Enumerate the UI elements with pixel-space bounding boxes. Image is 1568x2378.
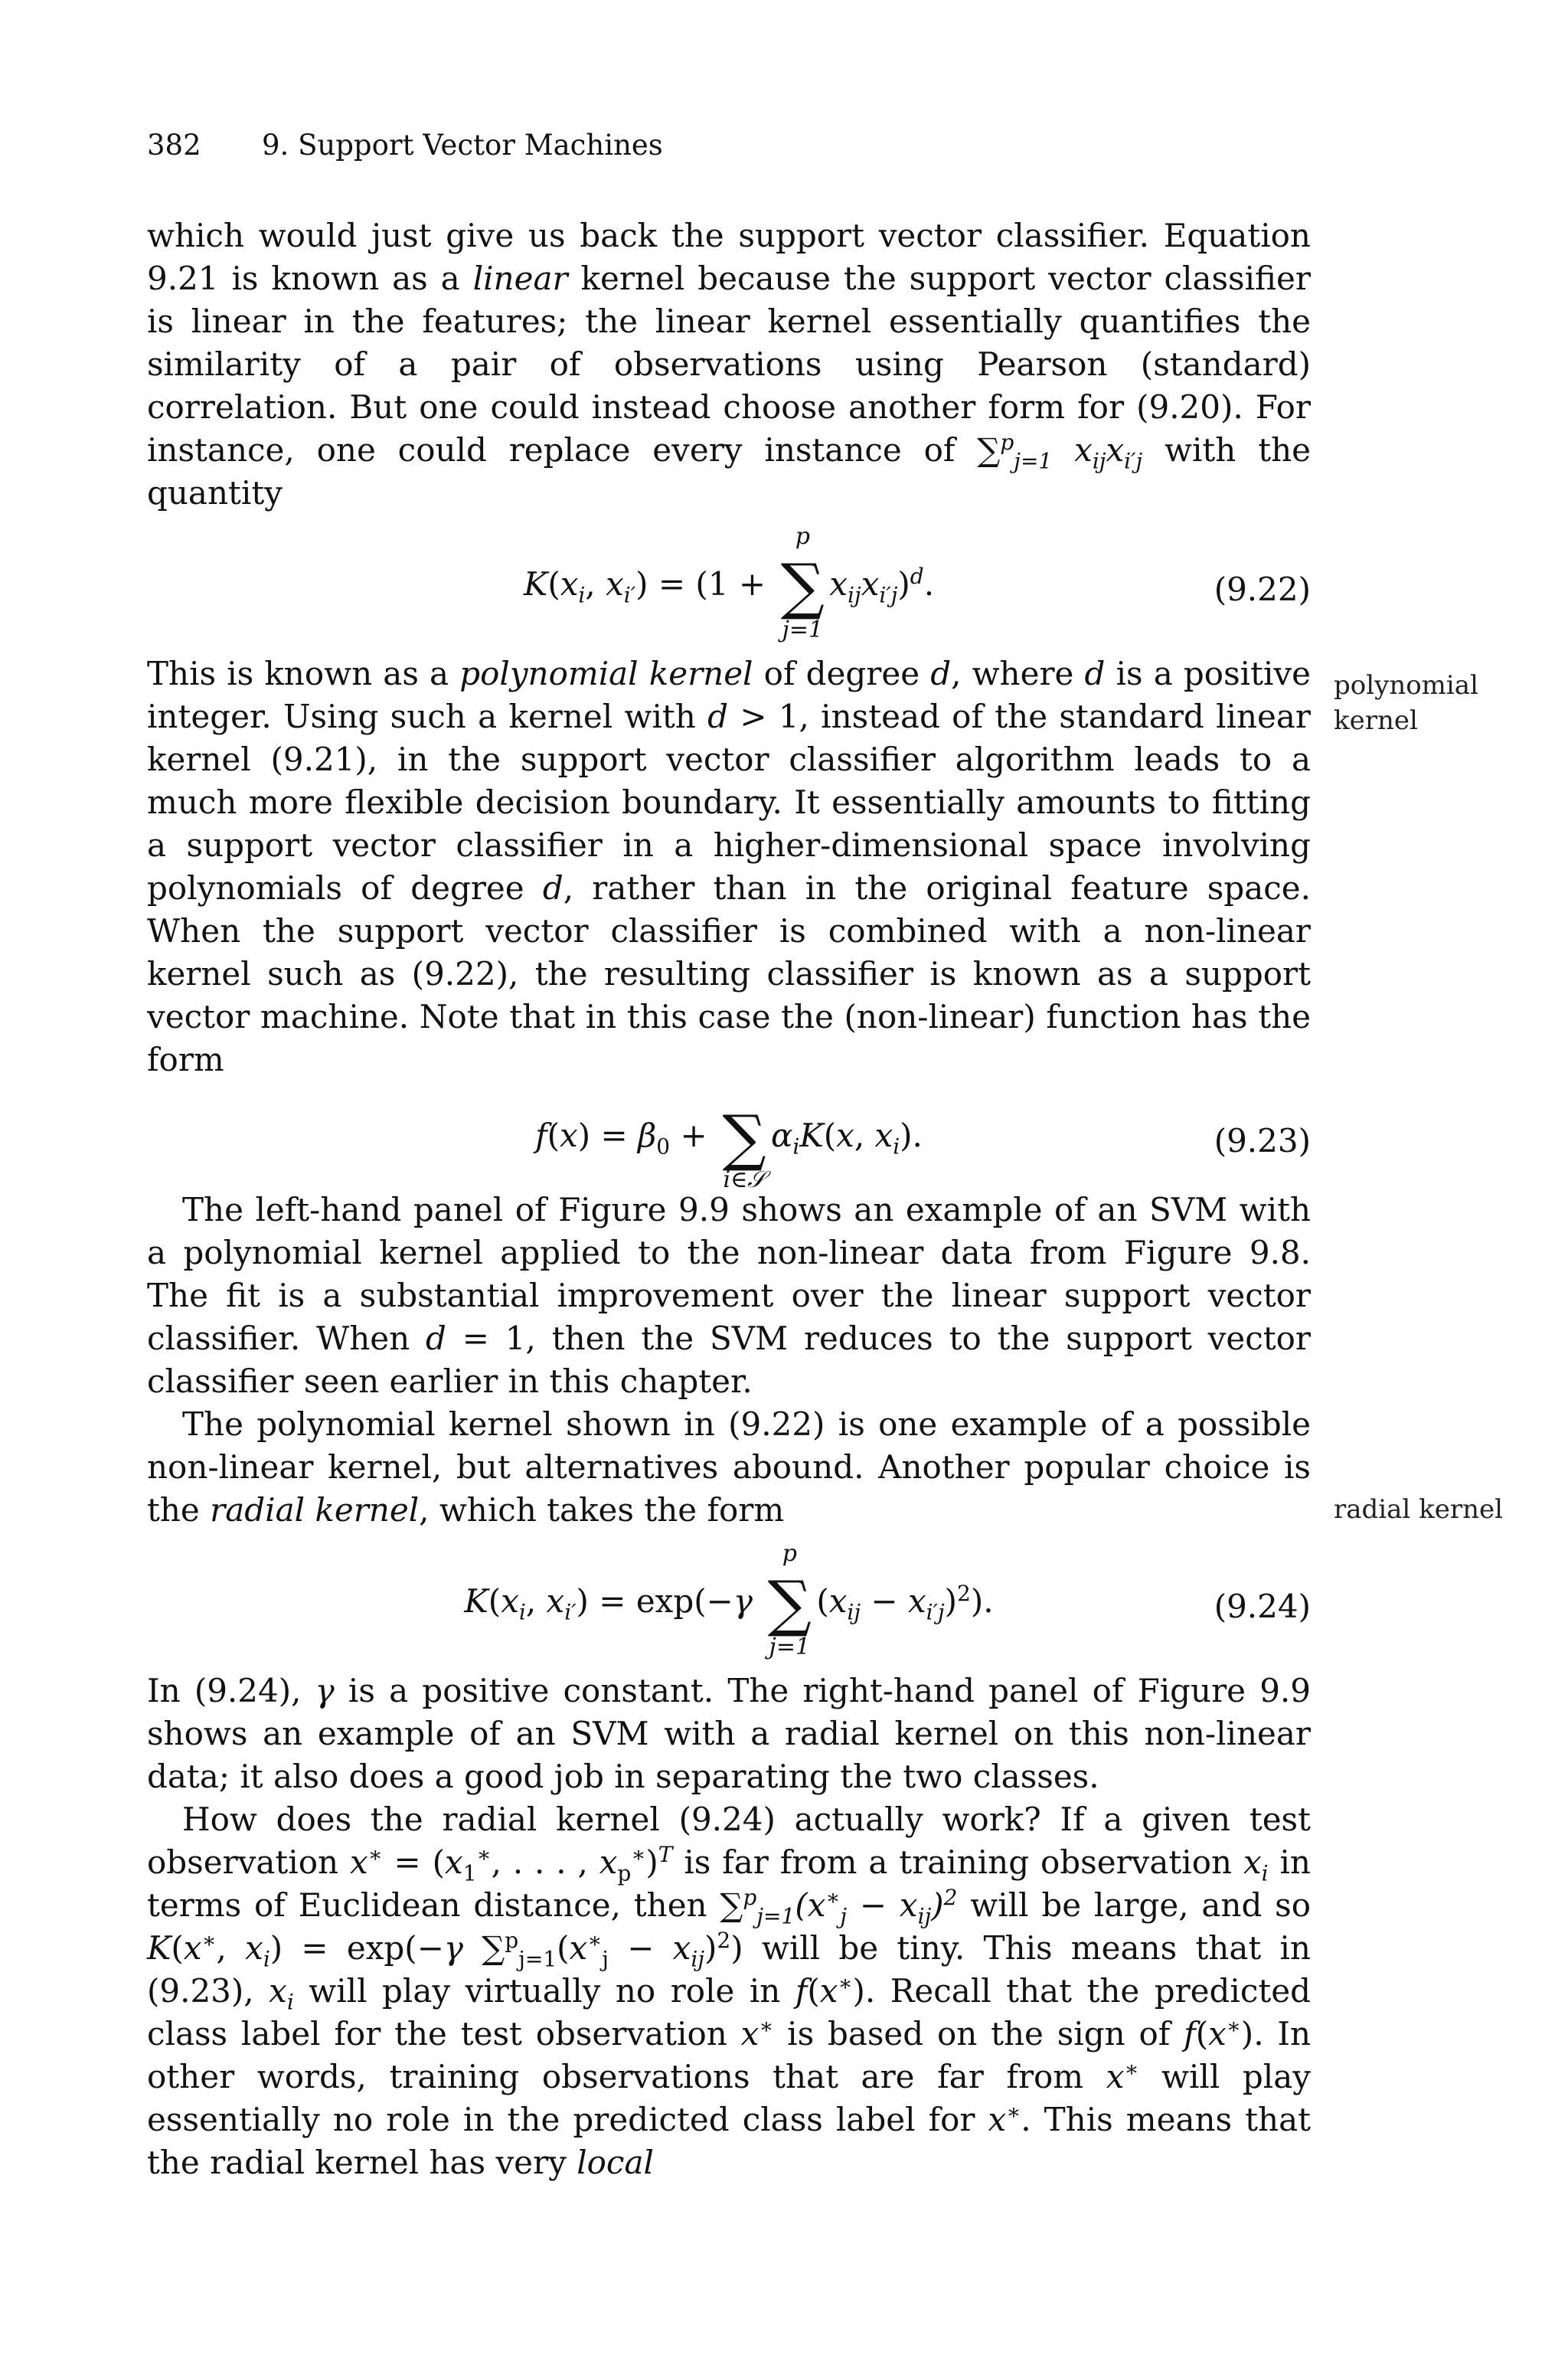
equation-number: (9.23) — [1214, 1122, 1311, 1160]
paragraph-5: In (9.24), γ is a positive constant. The right-hand panel of Figure 9.9 shows an example of an SVM with a radial kernel on this non-linear data; it also does a good job in separating the two classes. — [147, 1672, 1312, 1795]
equation-number: (9.24) — [1214, 1588, 1311, 1625]
margin-note-polynomial-kernel: polynomial kernel — [1334, 670, 1478, 736]
paragraph-6: How does the radial kernel (9.24) actually work? If a given test observation $x^∗ = (x_1^∗$, . . . , $x_p^∗)^T$ is far from a training observation $x_i$ in terms of Euclidean distance, then $\sum^p_{j=1}(x^∗_j - x_{ij})^2$ will be large, and so K(x∗, $x_i) = \exp(-\gamma$ $\sum^p_{j=1}(x^∗_j - x_{ij})^2$) will be tiny. This means that in (9.23), $x_i$ will play virtually no role in f(x∗). Recall that the predicted class label for the test observation x∗ is based on the sign of f(x∗). In other words, training observations that are far from x∗ will play essentially no role in the predicted class label for x∗. This means that the radial kernel has very local — [147, 1801, 1311, 2181]
running-header — [147, 129, 663, 162]
page-number: 382 — [147, 129, 201, 162]
paragraph-2: This is known as a polynomial kernel of degree d, where d is a positive integer. Using such a kernel with d > 1, instead of the standard linear kernel (9.21), in the support vector classifier algorithm leads to a much more flexible decision boundary. It essentially amounts to fitting a support vector classifier in a higher-dimensional space involving polynomials of degree d, rather than in the original feature space. When the support vector classifier is combined with a non-linear kernel such as (9.22), the resulting classifier is known as a support vector machine. Note that in this case the (non-linear) function has the form — [147, 655, 1311, 1078]
inline-sum-formula: ∑$^p_{j=1}$ $x_{ij}x_{i'j}$ — [977, 430, 1143, 474]
equation-9-24: $K(x_i$, $x_{i'}) = \exp(-\gamma$ p ∑ j=1 $(x_{ij} - x_{i'j})^2$). (9.24) — [464, 1540, 1311, 1660]
paragraph-1: which would just give us back the support vector classifier. Equation 9.21 is known as a linear kernel because the support vector classifier is linear in the features; the linear kernel essentially quantifies the similarity of a pair of observations using Pearson (standard) correlation. But one could instead choose another form for (9.20). For instance, one could replace every instance of ∑$^p_{j=1}$ $x_{ij}x_{i'j}$ with the quantity — [147, 217, 1311, 512]
equation-9-23: $f(x) = \beta_0$ + ∑ i∈𝒮 $\alpha_iK(x$, $x_i$). (9.23) — [535, 1102, 1311, 1193]
paragraph-3: The left-hand panel of Figure 9.9 shows an example of an SVM with a polynomial kernel applied to the non-linear data from Figure 9.8. The fit is a substantial improvement over the linear support vector classifier. When d = 1, then the SVM reduces to the support vector classifier seen earlier in this chapter. — [147, 1191, 1312, 1400]
body-text — [147, 214, 1311, 2184]
paragraph-4: The polynomial kernel shown in (9.22) is one example of a possible non-linear kernel, but alternatives abound. Another popular choice is the radial kernel, which takes the form — [147, 1405, 1311, 1529]
equation-number: (9.22) — [1214, 571, 1311, 608]
margin-note-radial-kernel: radial kernel — [1334, 1494, 1503, 1525]
equation-9-22: $K(x_i$, $x_{i'}) = (1$ + p ∑ j=1 $x_{ij}x_{i'j})^d$. (9.22) — [523, 523, 1311, 643]
chapter-title: 9. Support Vector Machines — [262, 129, 663, 162]
